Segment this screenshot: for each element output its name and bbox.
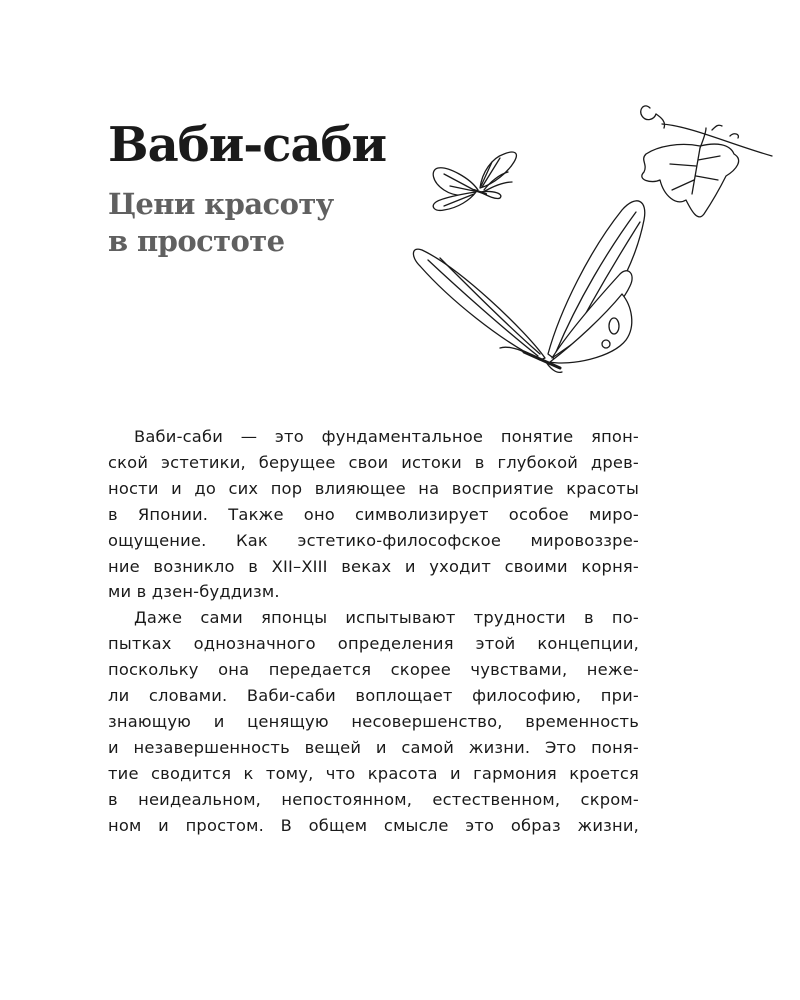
page-title: Ваби-саби — [108, 117, 387, 173]
text-line: поскольку она передается скорее чувствами, неже- — [108, 660, 639, 680]
text-line: ние возникло в XII–XIII веках и уходит своими корня- — [108, 556, 639, 576]
paragraph-1 — [108, 424, 639, 605]
text-line: ощущение. Как эстетико-философское мировоззре- — [108, 530, 639, 550]
text-line: Ваби-саби — это фундаментальное понятие япон- — [134, 427, 639, 446]
text-line: Даже сами японцы испытывают трудности в по- — [134, 608, 639, 628]
butterfly-small-icon — [433, 152, 516, 210]
text-line: ности и до сих пор влияющее на восприятие красоты — [108, 478, 639, 498]
text-line: ном и простом. В общем смысле это образ жизни, — [108, 815, 639, 835]
text-line: знающую и ценящую несовершенство, временность — [108, 711, 639, 731]
subtitle-line-1: Цени красоту — [108, 187, 334, 221]
text-line: ми в дзен-буддизм. — [108, 582, 280, 602]
text-line: тие сводится к тому, что красота и гармония кроется — [108, 763, 639, 783]
text-line: ской эстетики, берущее свои истоки в глубокой древ- — [108, 452, 639, 472]
paragraph-2 — [108, 605, 639, 838]
article-body — [108, 424, 639, 839]
leaf-branch-icon — [641, 106, 772, 217]
text-line: в неидеальном, непостоянном, естественном, скром- — [108, 789, 639, 809]
text-line: ли словами. Ваби-саби воплощает философию, при- — [108, 686, 639, 706]
text-line: и незавершенность вещей и самой жизни. Это поня- — [108, 737, 639, 757]
text-line: в Японии. Также оно символизирует особое миро- — [108, 504, 639, 524]
page-subtitle — [108, 186, 428, 260]
butterflies-illustration — [400, 90, 790, 390]
text-line: пытках однозначного определения этой концепции, — [108, 634, 639, 654]
subtitle-line-2: в простоте — [108, 224, 285, 258]
butterfly-large-icon — [413, 201, 644, 373]
